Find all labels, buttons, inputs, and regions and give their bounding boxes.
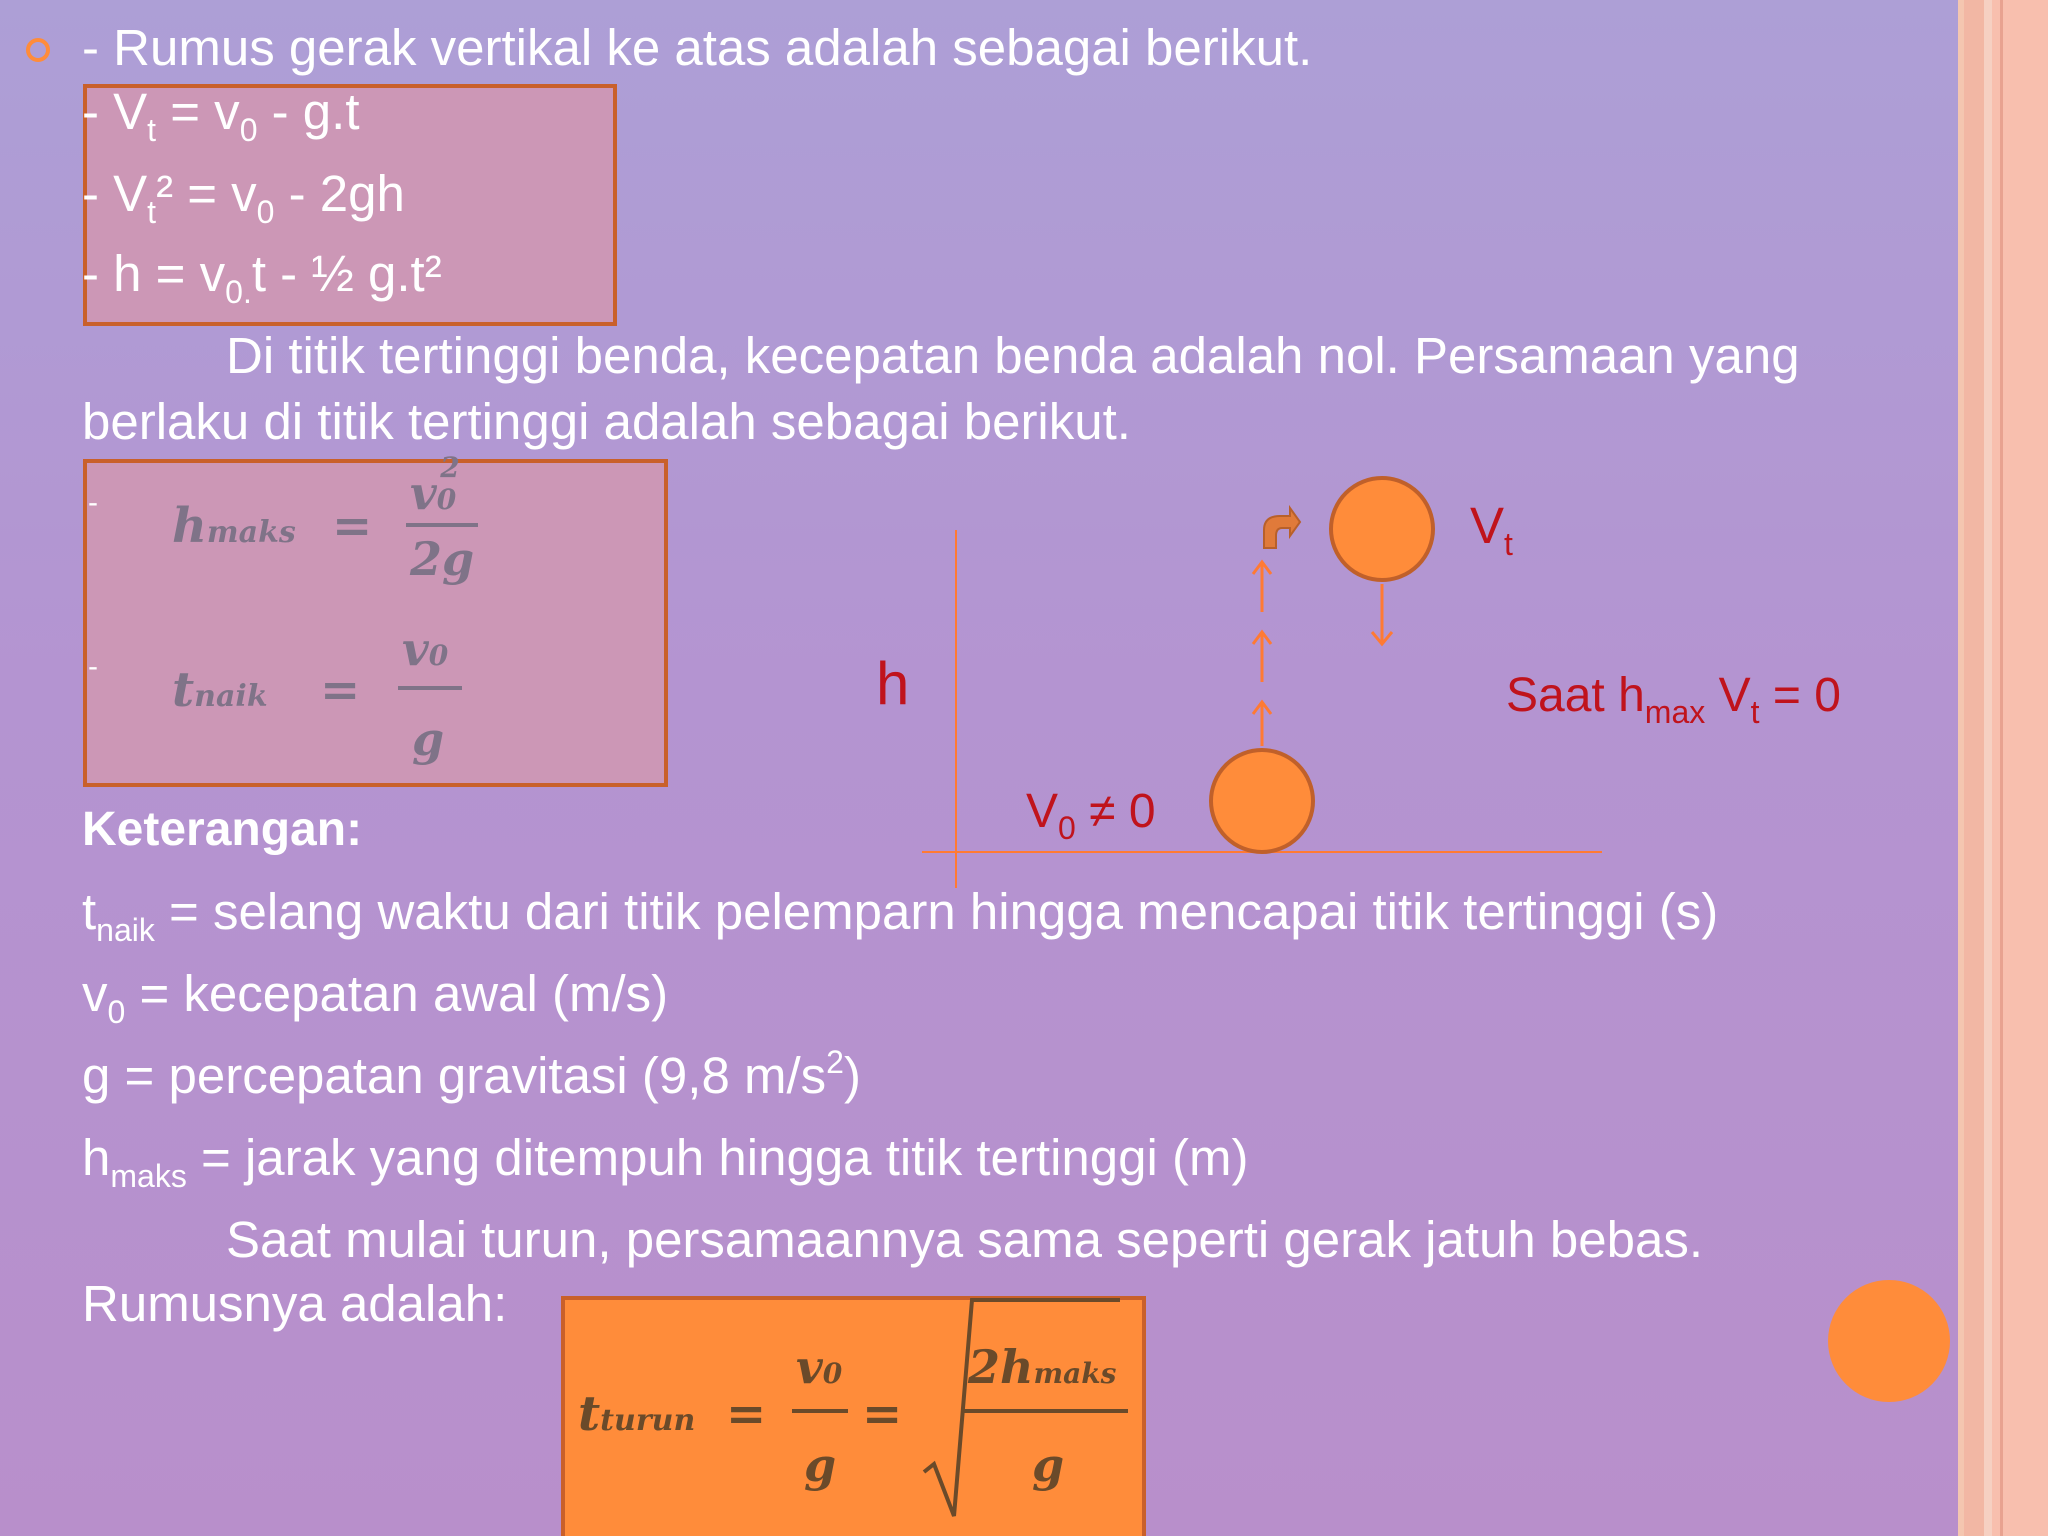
ket-v0: $v_0$ = kecepatan awal (m/s): [82, 965, 669, 1030]
tturun-equals-1: =: [726, 1386, 767, 1442]
formula-vt: - $V_t = v_0 - g.t$: [82, 83, 360, 148]
tnaik-lhs: tnaik: [172, 662, 268, 718]
down-arrow: [1372, 584, 1392, 644]
paragraph-1-line-1: Di titik tertinggi benda, kecepatan benda adalah nol. Persamaan yang: [226, 327, 1800, 384]
ket-g: g = percepatan gravitasi (9,8 $m/s^2$): [82, 1044, 861, 1104]
bullet-icon: [26, 38, 50, 62]
paragraph-2-line-2: Rumusnya adalah:: [82, 1275, 508, 1332]
decorative-circle: [1828, 1280, 1950, 1402]
ball-top: [1331, 478, 1433, 580]
dash-marker-2: -: [88, 650, 98, 683]
tturun-equals-2: =: [862, 1386, 903, 1442]
ket-hmaks: $h_{maks}$ = jarak yang ditempuh hingga titik tertinggi (m): [82, 1129, 1249, 1194]
curved-arrow-icon: [1264, 508, 1300, 548]
tturun-denominator-2: g: [1032, 1438, 1065, 1492]
ball-bottom: [1211, 750, 1313, 852]
formula-vt-squared: - $V_t^2 = v_0 - 2gh$: [82, 165, 405, 230]
right-band-3: [1984, 0, 1992, 1536]
tturun-lhs: tturun: [578, 1386, 696, 1442]
keterangan-heading: Keterangan:: [82, 803, 363, 856]
tturun-denominator-1: g: [804, 1438, 837, 1492]
hmaks-lhs: hmaks: [172, 498, 296, 554]
right-band-line: [2000, 0, 2003, 1536]
right-band-2: [1964, 0, 1984, 1536]
paragraph-1-line-2: berlaku di titik tertinggi adalah sebagai berikut.: [82, 393, 1131, 450]
paragraph-2-line-1: Saat mulai turun, persamaannya sama seperti gerak jatuh bebas.: [226, 1211, 1704, 1268]
formula-h: - $h = v_{0.}t$ - ½ g.t²: [82, 245, 442, 310]
hmaks-fraction-bar: [406, 523, 478, 527]
ket-tnaik: $t_{naik}$ = selang waktu dari titik pelemparn hingga mencapai titik tertinggi (s): [82, 883, 1719, 948]
tnaik-numerator: v0: [402, 622, 449, 676]
formula-box-2: [83, 451, 668, 787]
tturun-fraction-bar-1: [792, 1409, 848, 1413]
tturun-numerator-2: 2hmaks: [968, 1340, 1117, 1394]
tturun-numerator-1: v0: [796, 1340, 843, 1394]
saat-hmax-label: Saat $h_{max}$ $V_t = 0$: [1506, 669, 1841, 730]
dash-marker-1: -: [88, 486, 98, 519]
h-axis-label: h: [876, 650, 910, 717]
hmaks-equals: =: [332, 498, 373, 554]
tnaik-equals: =: [320, 662, 361, 718]
tnaik-denominator: g: [412, 712, 445, 766]
tturun-fraction-bar-2: [964, 1409, 1128, 1413]
hmaks-numerator: $v0^2$: [410, 451, 460, 520]
tnaik-fraction-bar: [398, 686, 462, 690]
hmaks-denominator: 2g: [410, 532, 475, 586]
vt-label: $V_t$: [1470, 497, 1513, 562]
intro-text: - Rumus gerak vertikal ke atas adalah sebagai berikut.: [82, 19, 1313, 76]
v0-label: $V_0 \ne 0$: [1026, 785, 1156, 846]
up-arrows: [1253, 562, 1271, 746]
